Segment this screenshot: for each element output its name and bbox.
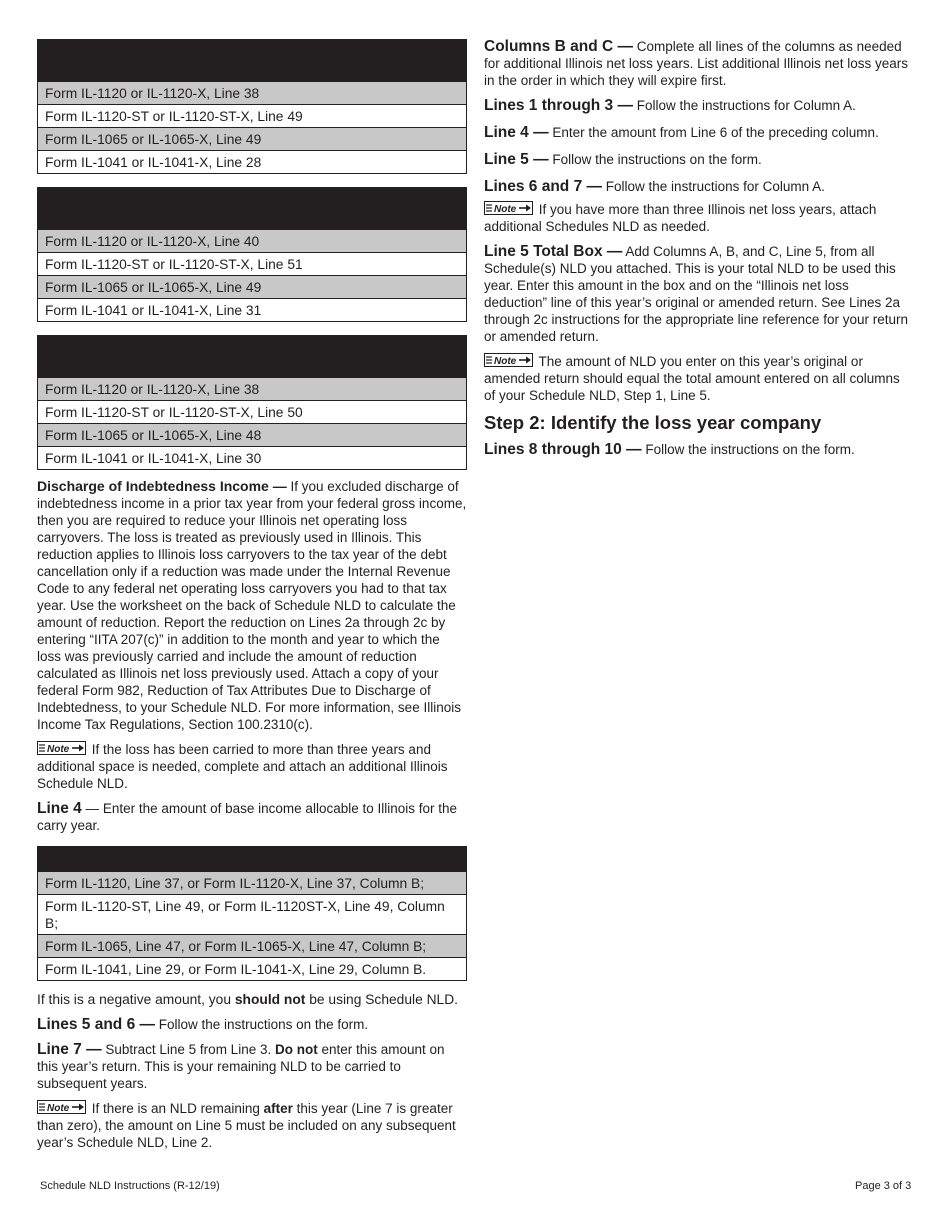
line5-text: Follow the instructions on the form. <box>552 152 762 167</box>
right-column <box>484 38 914 466</box>
table-row: Form IL-1120-ST, Line 49, or Form IL-1120ST-X, Line 49, Column B; <box>38 895 467 935</box>
lines1-3-paragraph <box>484 97 914 114</box>
line4-dash: — <box>81 801 103 816</box>
line5-total-text: Add Columns A, B, and C, Line 5, from all Schedule(s) NLD you attached. This is your total NLD to be used this year. Enter this amount in the box and on the “Illinois net loss deduction” line of this year’s original or amended return. See Lines 2a through 2c instructions for the appropriate line reference for your return or amended return. <box>484 244 908 344</box>
lines6-7-paragraph <box>484 178 914 195</box>
lines6-7-heading: Lines 6 and 7 — <box>484 178 603 195</box>
discharge-paragraph <box>37 478 467 733</box>
note-icon <box>484 201 533 215</box>
negative-bold: should not <box>234 992 306 1007</box>
table-row: Form IL-1041 or IL-1041-X, Line 31 <box>38 299 467 322</box>
line4-text: Enter the amount of base income allocable to Illinois for the carry year. <box>37 801 458 833</box>
negative-pre: If this is a negative amount, you <box>37 992 235 1007</box>
note-paragraph <box>37 1100 467 1151</box>
note-icon <box>37 1100 86 1114</box>
lines1-3-heading: Lines 1 through 3 — <box>484 97 633 114</box>
table-row: Form IL-1065 or IL-1065-X, Line 49 <box>38 276 467 299</box>
line-reference-table-3 <box>37 335 467 470</box>
line4-right-heading: Line 4 — <box>484 124 549 141</box>
note-text: The amount of NLD you enter on this year’s original or amended return should equal the total amount entered on all columns of your Schedule NLD, Step 1, Line 5. <box>484 354 900 403</box>
line5-heading: Line 5 — <box>484 151 549 168</box>
line5-paragraph <box>484 151 914 168</box>
columns-bc-text: Complete all lines of the columns as needed for additional Illinois net loss years. List additional Illinois net loss years in the order in which they will expire first. <box>484 39 908 88</box>
lines8-10-paragraph <box>484 441 914 458</box>
line4-right-text: Enter the amount from Line 6 of the preceding column. <box>552 125 879 140</box>
line-reference-table-4 <box>37 846 467 981</box>
left-column <box>37 39 467 1159</box>
table-header-bar <box>38 336 467 378</box>
lines6-7-text: Follow the instructions for Column A. <box>605 179 825 194</box>
line7-pre: Subtract Line 5 from Line 3. <box>105 1042 275 1057</box>
table-header-bar <box>38 847 467 872</box>
lines56-heading: Lines 5 and 6 — <box>37 1016 156 1033</box>
step2-heading: Step 2: Identify the loss year company <box>484 412 822 433</box>
line4-paragraph <box>37 800 467 834</box>
negative-amount-paragraph <box>37 991 467 1008</box>
lines8-10-heading: Lines 8 through 10 — <box>484 441 642 458</box>
lines56-paragraph <box>37 1016 467 1033</box>
table-row: Form IL-1041 or IL-1041-X, Line 30 <box>38 447 467 470</box>
note-paragraph <box>37 741 467 792</box>
line7-paragraph <box>37 1041 467 1092</box>
line7-heading: Line 7 — <box>37 1041 102 1058</box>
line4-right-paragraph <box>484 124 914 141</box>
negative-post: be using Schedule NLD. <box>305 992 459 1007</box>
table-row: Form IL-1120-ST or IL-1120-ST-X, Line 50 <box>38 401 467 424</box>
line4-heading: Line 4 <box>37 800 82 817</box>
note-paragraph <box>484 353 914 404</box>
footer-page-number: Page 3 of 3 <box>855 1180 912 1192</box>
line7-post: enter this amount on this year’s return. This is your remaining NLD to be carried to subsequent years. <box>37 1042 445 1091</box>
table-row: Form IL-1120, Line 37, or Form IL-1120-X, Line 37, Column B; <box>38 872 467 895</box>
table-row: Form IL-1120 or IL-1120-X, Line 40 <box>38 230 467 253</box>
note2-pre: If there is an NLD remaining <box>91 1101 264 1116</box>
discharge-heading: Discharge of Indebtedness Income — <box>37 478 287 494</box>
table-row: Form IL-1120 or IL-1120-X, Line 38 <box>38 82 467 105</box>
line-reference-table-1 <box>37 39 467 174</box>
footer-form-id: Schedule NLD Instructions (R-12/19) <box>40 1180 220 1192</box>
line-reference-table-2 <box>37 187 467 322</box>
table-row: Form IL-1041, Line 29, or Form IL-1041-X, Line 29, Column B. <box>38 958 467 981</box>
note-paragraph <box>484 201 914 235</box>
note-icon <box>37 741 86 755</box>
line5-total-heading: Line 5 Total Box — <box>484 243 623 260</box>
table-header-bar <box>38 188 467 230</box>
table-row: Form IL-1120-ST or IL-1120-ST-X, Line 49 <box>38 105 467 128</box>
note2-bold: after <box>263 1101 293 1116</box>
table-row: Form IL-1065, Line 47, or Form IL-1065-X, Line 47, Column B; <box>38 935 467 958</box>
columns-bc-heading: Columns B and C — <box>484 38 633 55</box>
lines1-3-text: Follow the instructions for Column A. <box>636 98 856 113</box>
note-icon <box>484 353 533 367</box>
note-text: If the loss has been carried to more than three years and additional space is needed, complete and attach an additional Illinois Schedule NLD. <box>37 742 448 791</box>
line7-bold: Do not <box>274 1042 318 1057</box>
columns-bc-paragraph <box>484 38 914 89</box>
table-header-bar <box>38 40 467 82</box>
table-row: Form IL-1065 or IL-1065-X, Line 49 <box>38 128 467 151</box>
table-row: Form IL-1120-ST or IL-1120-ST-X, Line 51 <box>38 253 467 276</box>
note2-post: this year (Line 7 is greater than zero), the amount on Line 5 must be included on any subsequent year’s Schedule NLD, Line 2. <box>37 1101 456 1150</box>
table-row: Form IL-1120 or IL-1120-X, Line 38 <box>38 378 467 401</box>
table-row: Form IL-1041 or IL-1041-X, Line 28 <box>38 151 467 174</box>
line5-total-paragraph <box>484 243 914 345</box>
discharge-text: If you excluded discharge of indebtedness income in a prior tax year from your federal gross income, then you are required to reduce your Illinois net operating loss carryovers. The loss is treated as previously used in Illinois. This reduction applies to Illinois loss carryovers to the tax year of the debt cancellation only if a reduction was made under the Internal Revenue Code to any federal net operating loss carryovers you had to that tax year. Use the worksheet on the back of Schedule NLD to calculate the amount of reduction. Report the reduction on Lines 2a through 2c by entering “IITA 207(c)” in addition to the month and year to which the loss was previously carried and include the amount of reduction calculated as Illinois net loss previously used. Attach a copy of your federal Form 982, Reduction of Tax Attributes Due to Discharge of Indebtedness, to your Schedule NLD. For more information, see Illinois Income Tax Regulations, Section 100.2310(c). <box>37 479 467 732</box>
note-text: If you have more than three Illinois net loss years, attach additional Schedules NLD as needed. <box>484 202 877 234</box>
lines8-10-text: Follow the instructions on the form. <box>645 442 855 457</box>
lines56-text: Follow the instructions on the form. <box>158 1017 369 1032</box>
table-row: Form IL-1065 or IL-1065-X, Line 48 <box>38 424 467 447</box>
